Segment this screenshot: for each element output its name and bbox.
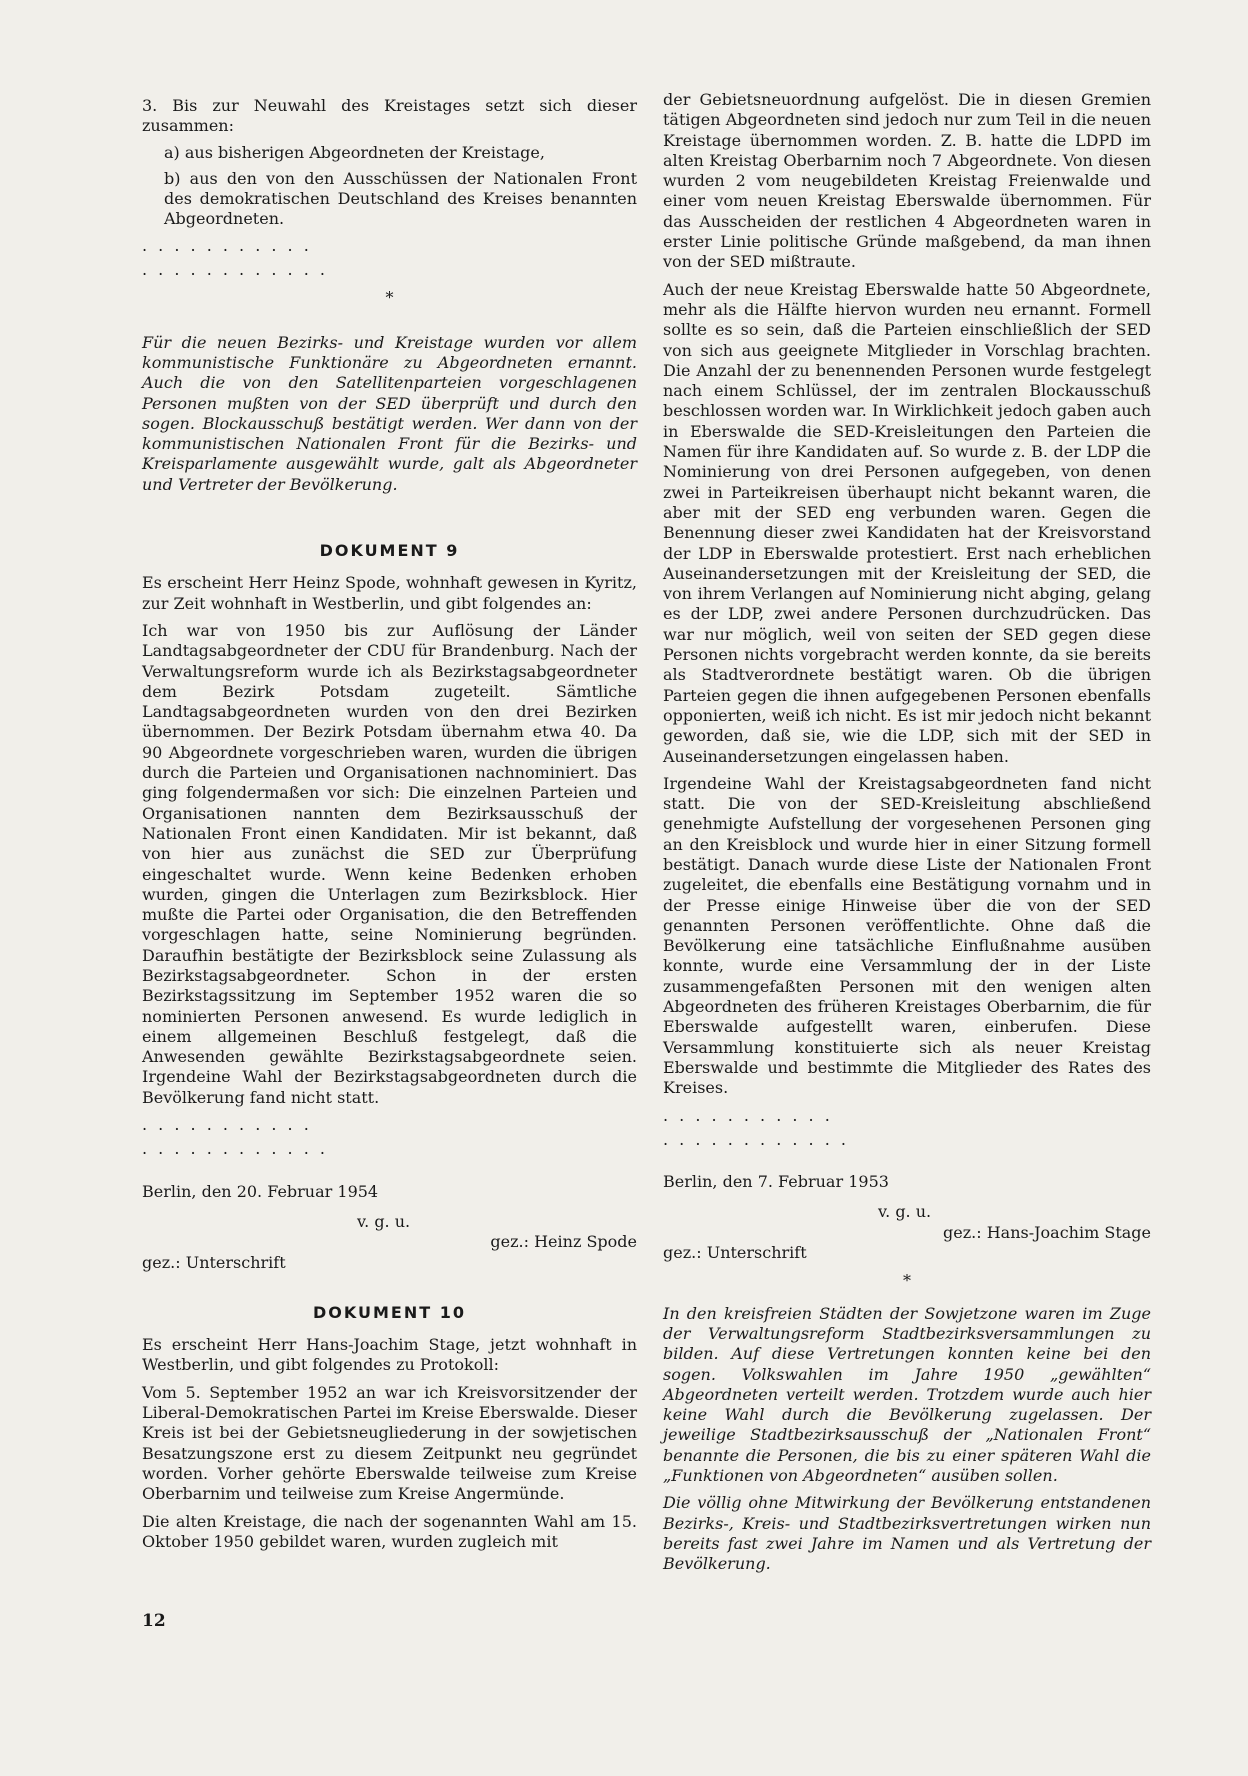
ellipsis-line: . . . . . . . . . . . . <box>142 260 328 280</box>
document-10-vgu: v. g. u. <box>878 1202 932 1222</box>
section-separator: * <box>385 288 394 308</box>
ellipsis-line: . . . . . . . . . . . . <box>142 1139 328 1159</box>
document-10-heading: DOKUMENT 10 <box>313 1302 466 1322</box>
list-item-3b <box>142 169 637 230</box>
document-9-signature: gez.: Heinz Spode <box>490 1232 637 1252</box>
ellipsis-line: . . . . . . . . . . . <box>142 1115 312 1135</box>
page-number: 12 <box>142 1611 166 1631</box>
right-column <box>663 90 1151 1581</box>
document-10-paragraph: Irgendeine Wahl der Kreistagsabgeordneten fand nicht statt. Die von der SED-Kreisleitung abschließend genehmigte Aufstellung der vorgesehenen Personen ging an den Kreisblock und wurde hier in einer Sitzung formell bestätigt. Danach wurde diese Liste der Nationalen Front zugeleitet, die ebenfalls eine Bestätigung vornahm und in der Presse einige Hinweise über die von der SED genannten Personen veröffentlichte. Ohne daß die Bevölkerung eine tatsächliche Einflußnahme ausüben konnte, wurde eine Versammlung der in der Liste zusammengefaßten Personen mit den wenigen alten Abgeordneten des früheren Kreistages Oberbarnim, die für Eberswalde aufgestellt waren, einberufen. Diese Versammlung konstituierte sich als neuer Kreistag Eberswalde und bestimmte die Mitglieder des Rates des Kreises. <box>663 773 1151 1098</box>
document-10-intro: Es erscheint Herr Hans-Joachim Stage, jetzt wohnhaft in Westberlin, und gibt folgendes zu Protokoll: <box>142 1335 637 1375</box>
document-10-paragraph: der Gebietsneuordnung aufgelöst. Die in diesen Gremien tätigen Abgeordneten sind jedoch nur zum Teil in die neuen Kreistage übernommen worden. Z. B. hatte die LDPD im alten Kreistag Oberbarnim noch 7 Abgeordnete. Von diesen wurden 2 vom neugebildeten Kreistag Freienwalde und einer vom neuen Kreistag Eberswalde übernommen. Für das Ausscheiden der restlichen 4 Abgeordneten waren in erster Linie politische Gründe maßgebend, da man ihnen von der SED mißtraute. <box>663 90 1151 272</box>
document-9-intro: Es erscheint Herr Heinz Spode, wohnhaft gewesen in Kyritz, zur Zeit wohnhaft in Westberlin, und gibt folgendes an: <box>142 573 637 613</box>
document-9-vgu: v. g. u. <box>357 1211 411 1231</box>
editorial-comment: Die völlig ohne Mitwirkung der Bevölkerung entstandenen Bezirks-, Kreis- und Stadtbezirksvertretungen wirken nun bereits fast zwei Jahre im Namen und als Vertretung der Bevölkerung. <box>663 1493 1151 1574</box>
list-item-3a-text: a) aus bisherigen Abgeordneten der Kreistage, <box>164 142 545 162</box>
list-item-3 <box>142 96 637 137</box>
left-column <box>142 96 637 1559</box>
list-item-3b-text: b) aus den von den Ausschüssen der Nationalen Front des demokratischen Deutschland des Kreises benannten Abgeordneten. <box>164 168 637 229</box>
editorial-comment: In den kreisfreien Städten der Sowjetzone waren im Zuge der Verwaltungsreform Stadtbezirksversammlungen zu bilden. Auf diese Vertretungen konnten keine bei den sogen. Volkswahlen im Jahre 1950 „gewählten“ Abgeordneten verteilt werden. Trotzdem wurde auch hier keine Wahl durch die Bevölkerung zugelassen. Der jeweilige Stadtbezirksausschuß der „Nationalen Front“ benannte die Personen, die bis zu einer späteren Wahl die „Funktionen von Abgeordneten“ ausüben sollen. <box>663 1303 1151 1485</box>
document-9-heading: DOKUMENT 9 <box>319 541 460 561</box>
document-9-place-date: Berlin, den 20. Februar 1954 <box>142 1181 379 1201</box>
document-10-signature-official: gez.: Unterschrift <box>663 1243 807 1263</box>
document-10-paragraph: Die alten Kreistage, die nach der sogenannten Wahl am 15. Oktober 1950 gebildet waren, wurden zugleich mit <box>142 1511 637 1551</box>
ellipsis-line: . . . . . . . . . . . <box>663 1105 833 1125</box>
document-10-paragraph: Auch der neue Kreistag Eberswalde hatte 50 Abgeordnete, mehr als die Hälfte hiervon wurden neu ernannt. Formell sollte es so sein, daß die Parteien einschließlich der SED von sich aus geeignete Mitglieder in Vorschlag brachten. Die Anzahl der zu benennenden Personen wurde festgelegt nach einem Schlüssel, der im zentralen Blockausschuß beschlossen worden war. In Wirklichkeit jedoch gaben auch in Eberswalde die SED-Kreisleitungen den Parteien die Namen für ihre Kandidaten auf. So wurde z. B. der LDP die Nominierung von drei Personen aufgegeben, von denen zwei in Parteikreisen überhaupt nicht bekannt waren, die aber mit der SED eng verbunden waren. Gegen die Benennung dieser zwei Kandidaten hat der Kreisvorstand der LDP in Eberswalde protestiert. Erst nach erheblichen Auseinandersetzungen mit der Kreisleitung der SED, die von ihrem Verlangen auf Nominierung nicht abging, gelang es der LDP, zwei andere Personen durchzudrücken. Das war nur möglich, weil von seiten der SED gegen diese Personen nichts vorgebracht werden konnte, da sie bereits als Stadtverordnete bestätigt waren. Ob die übrigen Parteien gegen die ihnen aufgegebenen Personen ebenfalls opponierten, weiß ich nicht. Es ist mir jedoch nicht bekannt geworden, daß sie, wie die LDP, sich mit der SED in Auseinandersetzungen eingelassen haben. <box>663 279 1151 766</box>
document-9-signature-official: gez.: Unterschrift <box>142 1252 286 1272</box>
editorial-comment: Für die neuen Bezirks- und Kreistage wurden vor allem kommunistische Funktionäre zu Abgeordneten ernannt. Auch die von den Satellitenparteien vorgeschlagenen Personen mußten von der SED überprüft und durch den sogen. Blockausschuß bestätigt werden. Wer dann von der kommunistischen Nationalen Front für die Bezirks- und Kreisparlamente ausgewählt wurde, galt als Abgeordneter und Vertreter der Bevölkerung. <box>142 332 637 494</box>
document-9-body: Ich war von 1950 bis zur Auflösung der Länder Landtagsabgeordneter der CDU für Brandenburg. Nach der Verwaltungsreform wurde ich als Bezirkstagsabgeordneter dem Bezirk Potsdam zugeteilt. Sämtliche Landtagsabgeordneten wurden von den drei Bezirken übernommen. Der Bezirk Potsdam übernahm etwa 40. Da 90 Abgeordnete vorgeschrieben waren, wurden die übrigen durch die Parteien und Organisationen nachnominiert. Das ging folgendermaßen vor sich: Die einzelnen Parteien und Organisationen nannten dem Bezirksausschuß der Nationalen Front einen Kandidaten. Mir ist bekannt, daß von hier aus zunächst die SED zur Überprüfung eingeschaltet wurde. Wenn keine Bedenken erhoben wurden, gingen die Unterlagen zum Bezirksblock. Hier mußte die Partei oder Organisation, die den Betreffenden vorgeschlagen hatte, seine Nominierung begründen. Daraufhin bestätigte der Bezirksblock seine Zulassung als Bezirkstagsabgeordneter. Schon in der ersten Bezirkstagssitzung im September 1952 waren die so nominierten Personen anwesend. Es wurde lediglich in einem allgemeinen Beschluß festgelegt, daß die Anwesenden gewählte Bezirkstagsabgeordnete seien. Irgendeine Wahl der Bezirkstagsabgeordneten durch die Bevölkerung fand nicht statt. <box>142 620 637 1107</box>
document-10-place-date: Berlin, den 7. Februar 1953 <box>663 1172 889 1192</box>
document-10-signature: gez.: Hans-Joachim Stage <box>943 1222 1151 1242</box>
list-item-3-text: 3. Bis zur Neuwahl des Kreistages setzt sich dieser zusammen: <box>142 96 637 136</box>
ellipsis-line: . . . . . . . . . . . . <box>663 1129 849 1149</box>
ellipsis-line: . . . . . . . . . . . <box>142 235 312 255</box>
section-separator: * <box>903 1271 911 1291</box>
document-10-paragraph: Vom 5. September 1952 an war ich Kreisvorsitzender der Liberal-Demokratischen Partei im Kreise Eberswalde. Dieser Kreis ist bei der Gebietsneugliederung in der sowjetischen Besatzungszone erst zu diesem Zeitpunkt neu gegründet worden. Vorher gehörte Eberswalde teilweise zum Kreise Oberbarnim und teilweise zum Kreise Angermünde. <box>142 1382 637 1504</box>
list-item-3a <box>142 143 637 163</box>
